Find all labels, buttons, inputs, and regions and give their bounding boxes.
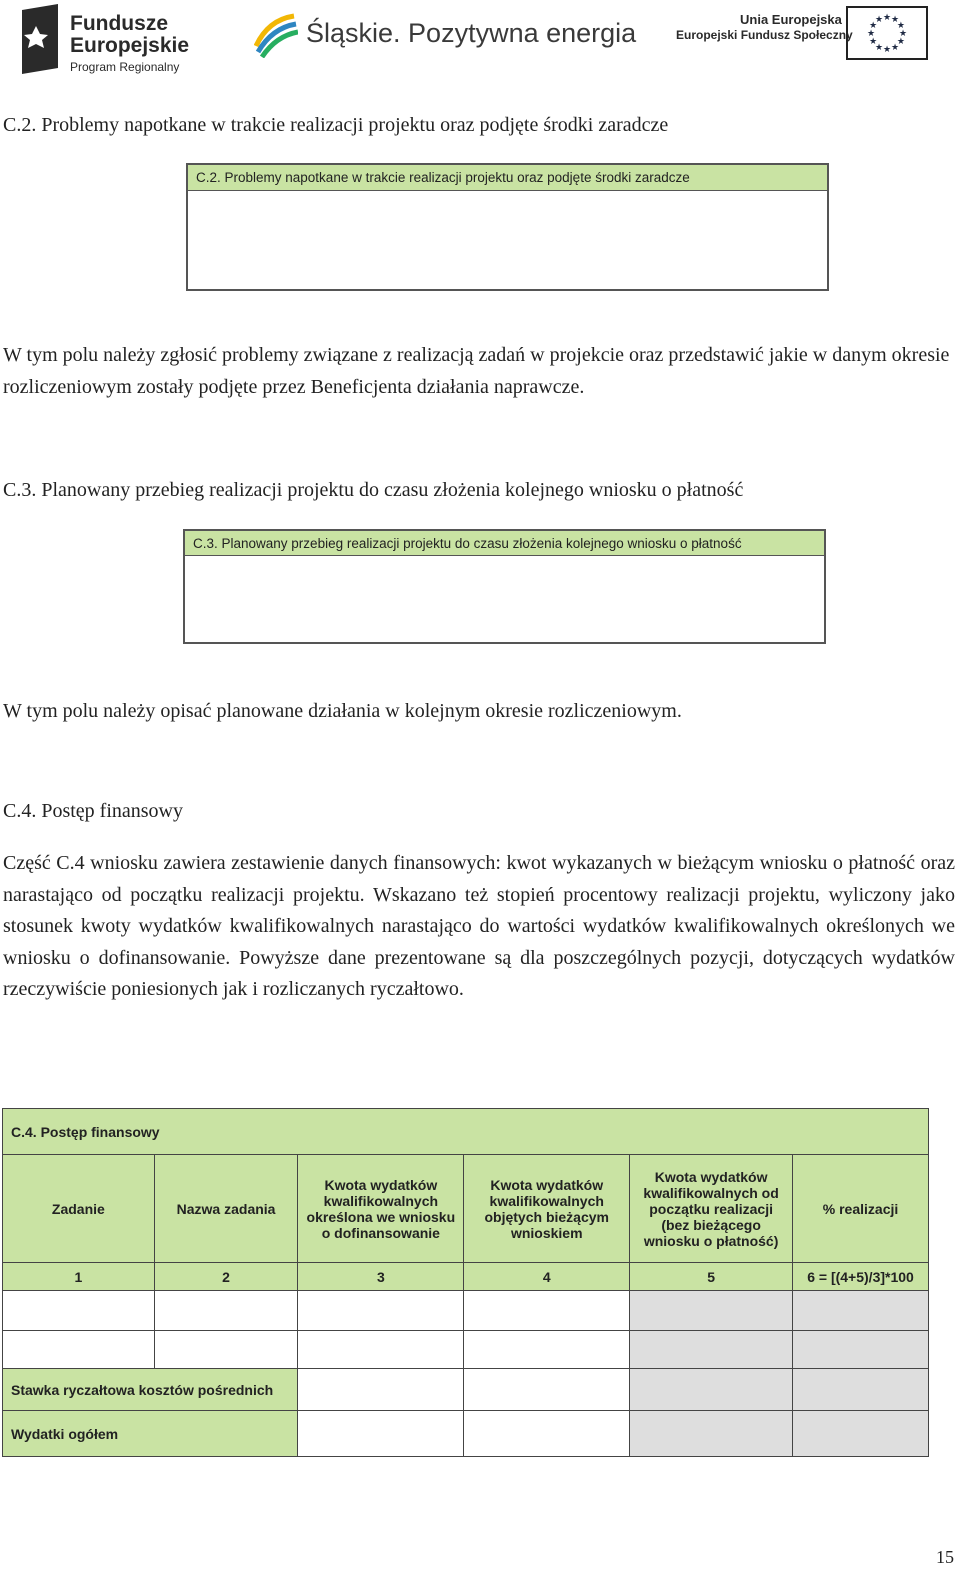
eu-star-icon: ★ [890,41,900,52]
slaskie-wave-icon [254,12,298,58]
c2-description: W tym polu należy zgłosić problemy związane z realizacją zadań w projekcie oraz przedstawić jakie w danym okresie rozliczeniowym zostały podjęte przez Beneficjenta działania naprawcze. [3,344,950,398]
cell-input[interactable] [3,1291,155,1331]
eu-star-icon: ★ [882,12,892,22]
row-flat-rate-label: Stawka ryczałtowa kosztów pośrednich [3,1369,298,1411]
header-kwota-wniosek: Kwota wydatków kwalifikowalnych określona we wniosku o dofinansowanie [298,1155,464,1263]
cell-readonly [793,1291,929,1331]
c2-input-area[interactable] [188,191,827,289]
eu-star-icon: ★ [874,41,884,52]
eu-star-icon: ★ [896,36,905,46]
fe-line3: Program Regionalny [70,60,180,74]
col-number-5: 5 [630,1263,793,1291]
eu-line1: Unia Europejska [740,12,842,27]
cell-input[interactable] [464,1411,630,1457]
eu-star-icon: ★ [890,14,900,25]
cell-input[interactable] [298,1411,464,1457]
fundusze-europejskie-logo [18,4,218,76]
cell-input[interactable] [154,1291,298,1331]
cell-input[interactable] [154,1331,298,1369]
c4-description: Część C.4 wniosku zawiera zestawienie danych finansowych: kwot wykazanych w bieżącym wniosku o płatność oraz narastająco od początku realizacji projektu. Wskazano też stopień procentowy realizacji projektu, wyliczony jako stosunek kwoty wydatków kwalifikowalnych narastająco do wartości wydatków kwalifikowalnych określonych we wniosku o dofinansowanie. Powyższe dane prezentowane są dla poszczególnych pozycji, dotyczących wydatków rzeczywiście poniesionych jak i rozliczanych ryczałtowo. [3,852,955,1000]
c3-heading: C.3. Planowany przebieg realizacji projektu do czasu złożenia kolejnego wniosku o płatność [3,479,744,501]
c3-box-title: C.3. Planowany przebieg realizacji projektu do czasu złożenia kolejnego wniosku o płatność [185,531,824,556]
c3-box [183,529,826,644]
eu-star-icon: ★ [874,14,884,25]
financial-progress-table [2,1108,929,1457]
cell-input[interactable] [464,1291,630,1331]
cell-input[interactable] [298,1331,464,1369]
table-row [3,1411,929,1457]
cell-input[interactable] [298,1291,464,1331]
cell-readonly [630,1411,793,1457]
eu-star-icon: ★ [882,44,892,54]
cell-readonly [793,1411,929,1457]
fe-star-icon [18,4,62,74]
col-number-3: 3 [298,1263,464,1291]
cell-input[interactable] [3,1331,155,1369]
eu-star-icon: ★ [869,20,878,30]
eu-star-icon: ★ [896,20,905,30]
header-zadanie: Zadanie [3,1155,155,1263]
c2-box [186,163,829,291]
eu-star-icon: ★ [866,28,876,38]
cell-readonly [793,1331,929,1369]
eu-line2: Europejski Fundusz Społeczny [676,28,853,42]
header-procent-realizacji: % realizacji [793,1155,929,1263]
cell-readonly [630,1369,793,1411]
cell-input[interactable] [464,1369,630,1411]
c2-heading: C.2. Problemy napotkane w trakcie realizacji projektu oraz podjęte środki zaradcze [3,114,669,136]
c3-description: W tym polu należy opisać planowane działania w kolejnym okresie rozliczeniowym. [3,700,682,722]
cell-input[interactable] [464,1331,630,1369]
c2-box-title: C.2. Problemy napotkane w trakcie realizacji projektu oraz podjęte środki zaradcze [188,165,827,191]
eu-star-icon: ★ [869,36,878,46]
col-number-4: 4 [464,1263,630,1291]
slaskie-text: Śląskie. Pozytywna energia [306,18,637,48]
col-number-1: 1 [3,1263,155,1291]
cell-readonly [793,1369,929,1411]
c4-heading: C.4. Postęp finansowy [3,800,183,822]
c3-input-area[interactable] [185,556,824,642]
table-row [3,1291,929,1331]
table-row [3,1331,929,1369]
page-number: 15 [936,1547,954,1567]
col-number-6: 6 = [(4+5)/3]*100 [793,1263,929,1291]
eu-flag [846,6,928,60]
cell-readonly [630,1331,793,1369]
row-total-label: Wydatki ogółem [3,1411,298,1457]
cell-input[interactable] [298,1369,464,1411]
fe-line1: Fundusze [70,12,168,35]
eu-stars-icon [848,8,926,58]
page-header [0,0,960,82]
eu-star-icon: ★ [898,28,908,38]
table-title: C.4. Postęp finansowy [3,1109,929,1155]
header-kwota-biezacy: Kwota wydatków kwalifikowalnych objętych bieżącym wnioskiem [464,1155,630,1263]
header-nazwa-zadania: Nazwa zadania [154,1155,298,1263]
cell-readonly [630,1291,793,1331]
fe-line2: Europejskie [70,34,190,57]
header-kwota-narastajaco: Kwota wydatków kwalifikowalnych od początku realizacji (bez bieżącego wniosku o płatność) [630,1155,793,1263]
table-row [3,1369,929,1411]
col-number-2: 2 [154,1263,298,1291]
